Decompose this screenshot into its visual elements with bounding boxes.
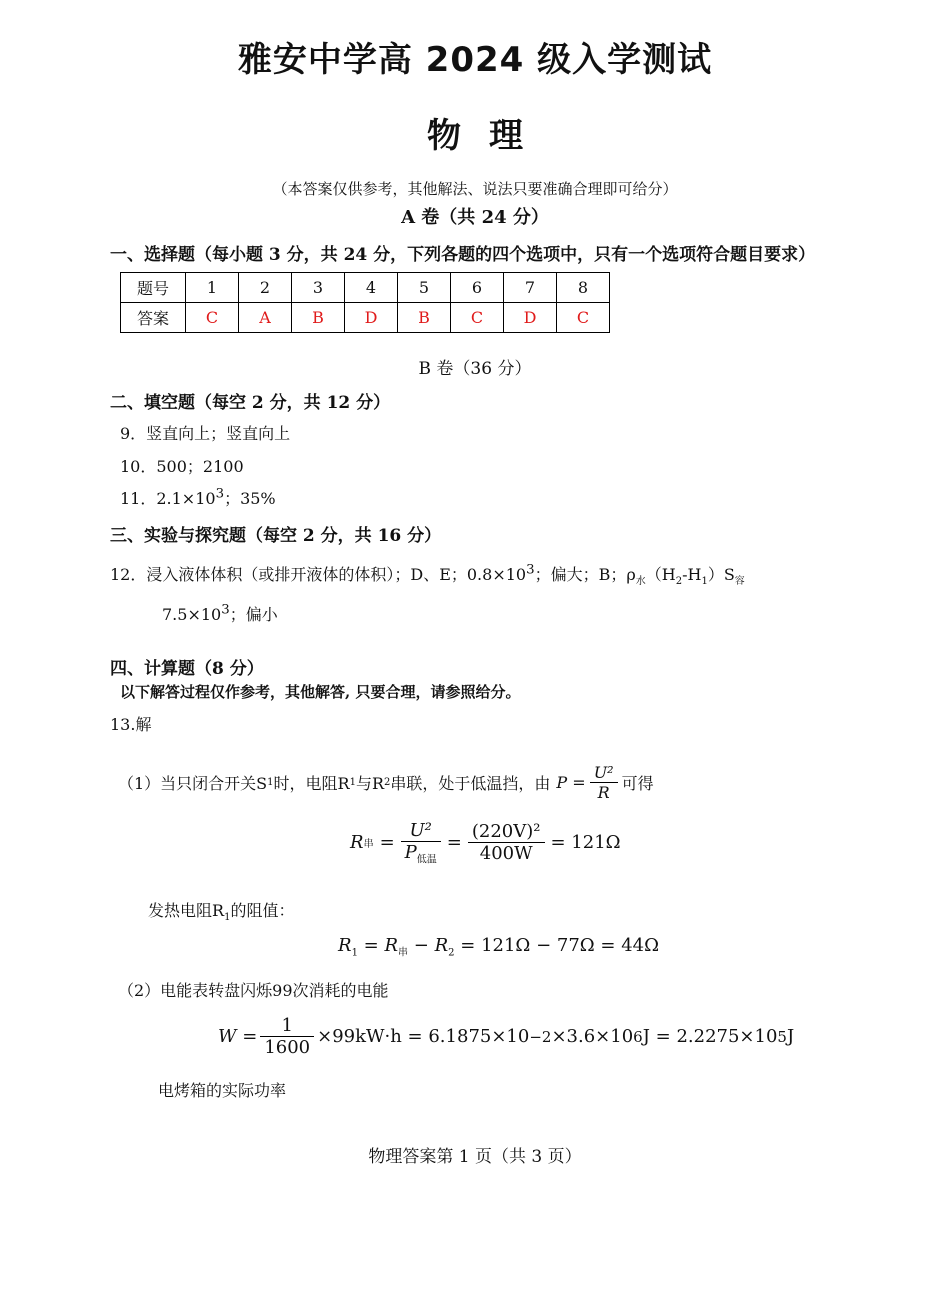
question-number: 6 bbox=[451, 273, 504, 303]
section1-heading: 一、选择题（每小题 3 分，共 24 分，下列各题的四个选项中，只有一个选项符合题目要求） bbox=[110, 245, 816, 265]
q12-text: 12．浸入液体体积（或排开液体的体积）；D、E；0.8×10 bbox=[110, 565, 527, 584]
p1-sub: 1 bbox=[349, 777, 356, 788]
q12-sub: 2 bbox=[675, 576, 683, 588]
eq-sub: 串 bbox=[398, 947, 409, 959]
eq-sup: −2 bbox=[529, 1027, 552, 1046]
fraction-numerator: U² bbox=[401, 820, 441, 842]
r1-label bbox=[148, 898, 294, 923]
question-number: 2 bbox=[239, 273, 292, 303]
formula-fraction bbox=[590, 763, 618, 802]
answer-note: （本答案仅供参考，其他解法、说法只要准确合理即可给分） bbox=[272, 180, 678, 198]
q12-sup: 3 bbox=[526, 562, 535, 578]
q11-text: ；35% bbox=[224, 489, 276, 508]
volume-a-heading: A 卷（共 24 分） bbox=[401, 207, 549, 228]
answer-q12-line2 bbox=[162, 602, 278, 625]
fraction-numerator: U² bbox=[590, 763, 618, 783]
formula-fraction bbox=[401, 820, 441, 866]
p1-text: 可得 bbox=[621, 774, 654, 793]
subject-char: 理 bbox=[489, 116, 523, 156]
question-number: 7 bbox=[504, 273, 557, 303]
page-title: 雅安中学高 2024 级入学测试 bbox=[237, 40, 713, 80]
section3-heading: 三、实验与探究题（每空 2 分，共 16 分） bbox=[110, 526, 442, 546]
part1-text bbox=[118, 763, 654, 802]
eq-sub: 低温 bbox=[416, 854, 437, 866]
question-number: 8 bbox=[557, 273, 610, 303]
answer-cell: A bbox=[239, 303, 292, 333]
eq-sub: 串 bbox=[363, 839, 374, 851]
row-label: 答案 bbox=[121, 303, 186, 333]
p1-text: 与R bbox=[355, 774, 385, 793]
answer-cell: C bbox=[451, 303, 504, 333]
power-label: 电烤箱的实际功率 bbox=[158, 1081, 287, 1100]
eq-symbol: R bbox=[384, 935, 399, 956]
fraction-numerator: 1 bbox=[260, 1015, 314, 1037]
q12-text: ；偏大；B；ρ bbox=[534, 565, 636, 584]
eq-symbol: R bbox=[434, 935, 449, 956]
equation-r-series: R 串 = $\frac{\text{U²}}{P_{低温}}$ = $\frac{\text{(220V)²}}{400W}$ = 121Ω bbox=[350, 820, 621, 866]
q11-sup: 3 bbox=[215, 486, 225, 502]
q11-text: 11．2.1×10 bbox=[120, 489, 216, 508]
r1-text: 的阻值： bbox=[230, 901, 295, 920]
answer-cell: B bbox=[398, 303, 451, 333]
p1-text: 串联，处于低温挡，由 bbox=[390, 774, 551, 793]
formula-lhs: P = bbox=[556, 773, 586, 792]
fraction-numerator: (220V)² bbox=[468, 821, 545, 843]
answer-q13-label: 13.解 bbox=[110, 715, 152, 734]
subject-title bbox=[0, 108, 950, 157]
r1-text: 发热电阻R bbox=[148, 901, 225, 920]
row-label: 题号 bbox=[121, 273, 186, 303]
eq-symbol: W = bbox=[218, 1026, 258, 1047]
q12-text: -H bbox=[682, 565, 702, 584]
table-row bbox=[121, 273, 610, 303]
answer-q10: 10．500；2100 bbox=[120, 457, 244, 476]
answer-cell: C bbox=[186, 303, 239, 333]
volume-b-heading: B 卷（36 分） bbox=[418, 359, 532, 379]
question-number: 5 bbox=[398, 273, 451, 303]
answer-q11 bbox=[120, 486, 276, 509]
formula-fraction bbox=[468, 821, 545, 864]
answer-q9: 9．竖直向上；竖直向上 bbox=[120, 424, 291, 443]
q12-text: ；偏小 bbox=[229, 605, 278, 624]
table-row bbox=[121, 303, 610, 333]
eq-result: = 121Ω − 77Ω = 44Ω bbox=[460, 935, 660, 956]
eq-symbol: R bbox=[350, 832, 364, 854]
section4-heading: 四、计算题（8 分） bbox=[110, 659, 264, 679]
question-number: 3 bbox=[292, 273, 345, 303]
p1-text: 时，电阻R bbox=[273, 774, 350, 793]
answer-cell: C bbox=[557, 303, 610, 333]
r1-sub: 1 bbox=[224, 912, 231, 924]
section4-note: 以下解答过程仅作参考，其他解答, 只要合理，请参照给分。 bbox=[120, 683, 521, 701]
p1-sub: 2 bbox=[384, 777, 391, 788]
eq-text: ×99kW·h = 6.1875×10 bbox=[317, 1026, 530, 1047]
eq-text: J = 2.2275×10 bbox=[642, 1026, 778, 1047]
p1-text: （1）当只闭合开关S bbox=[118, 774, 268, 793]
eq-sub: 2 bbox=[448, 947, 455, 959]
q12-text: （H bbox=[645, 565, 676, 584]
p1-sub: 1 bbox=[267, 777, 274, 788]
question-number: 4 bbox=[345, 273, 398, 303]
answer-cell: D bbox=[345, 303, 398, 333]
subject-char: 物 bbox=[427, 116, 461, 156]
fraction-denominator: 1600 bbox=[264, 1037, 311, 1058]
page-footer: 物理答案第 1 页（共 3 页） bbox=[368, 1147, 582, 1167]
answer-cell: B bbox=[292, 303, 345, 333]
part2-text: （2）电能表转盘闪烁99次消耗的电能 bbox=[118, 981, 389, 1000]
q12-sub: 水 bbox=[635, 576, 646, 588]
equation-r1: $R_1 = R_串 - R_2 = 121\Omega - 77\Omega = 44\Omega$ bbox=[338, 935, 660, 959]
eq-symbol: R bbox=[338, 935, 352, 956]
eq-text: J bbox=[786, 1026, 795, 1047]
q12-text: ）S bbox=[707, 565, 735, 584]
q12-sub: 容 bbox=[734, 576, 745, 588]
eq-sup: 5 bbox=[777, 1027, 787, 1046]
eq-sup: 6 bbox=[633, 1027, 643, 1046]
section2-heading: 二、填空题（每空 2 分，共 12 分） bbox=[110, 393, 391, 413]
fraction-denominator: R bbox=[597, 783, 610, 802]
q12-sub: 1 bbox=[701, 576, 708, 588]
fraction-denominator: 400W bbox=[479, 843, 533, 865]
answer-q12 bbox=[110, 562, 745, 587]
q12-text: 7.5×10 bbox=[162, 605, 222, 624]
formula-fraction bbox=[260, 1015, 314, 1058]
eq-text: ×3.6×10 bbox=[551, 1026, 634, 1047]
eq-result: = 121Ω bbox=[550, 832, 621, 854]
eq-sub: 1 bbox=[351, 947, 358, 959]
equation-energy bbox=[218, 1015, 794, 1058]
fraction-denominator bbox=[401, 842, 441, 866]
question-number: 1 bbox=[186, 273, 239, 303]
q12-sup: 3 bbox=[221, 602, 230, 618]
answer-cell: D bbox=[504, 303, 557, 333]
answer-table bbox=[120, 272, 610, 333]
eq-symbol: P bbox=[404, 842, 417, 863]
